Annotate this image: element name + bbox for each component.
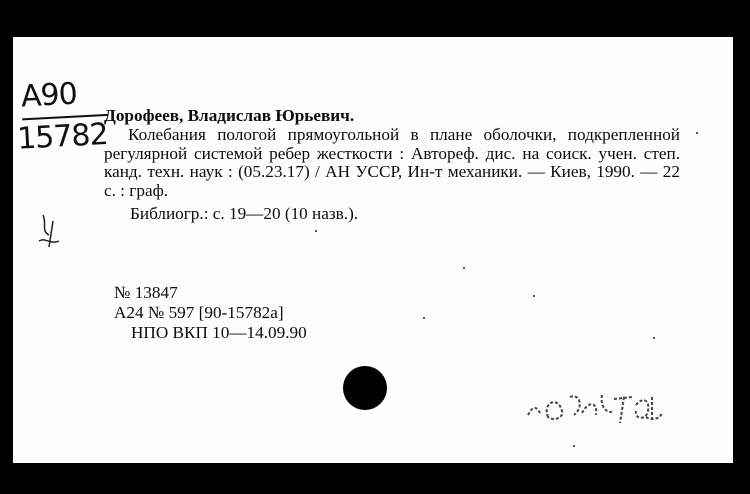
shelfmark-top: А90 — [20, 76, 78, 115]
handwritten-shelfmark — [16, 76, 109, 157]
speck — [696, 132, 698, 134]
speck — [423, 317, 425, 319]
npo-line: НПО ВКП 10—14.09.90 — [131, 323, 307, 342]
speck — [315, 230, 317, 232]
bibliography-note: Библиогр.: с. 19—20 (10 назв.). — [130, 203, 359, 223]
cipher-line: А24 № 597 [90-15782а] — [114, 303, 284, 322]
punch-hole — [343, 366, 387, 410]
handwritten-mark — [35, 211, 65, 251]
faded-stamp — [518, 377, 688, 437]
entry-description: Колебания пологой прямоугольной в плане оболочки, подкрепленной регулярной системой ребер жесткости : Автореф. дис. на соиск. учен. степ. канд. техн. наук : (05.23.17) / АН УССР, Ин-т механики. — Киев, 1990. — 22 с. : граф. — [104, 124, 680, 201]
speck — [573, 445, 575, 447]
speck — [653, 337, 655, 339]
shelfmark-bottom: 15782 — [16, 117, 109, 157]
catalog-card — [13, 37, 733, 463]
speck — [533, 295, 535, 297]
author-heading: Дорофеев, Владислав Юрьевич. — [104, 106, 355, 125]
speck — [463, 267, 465, 269]
accession-number: № 13847 — [114, 283, 178, 302]
entry-body — [104, 107, 680, 224]
